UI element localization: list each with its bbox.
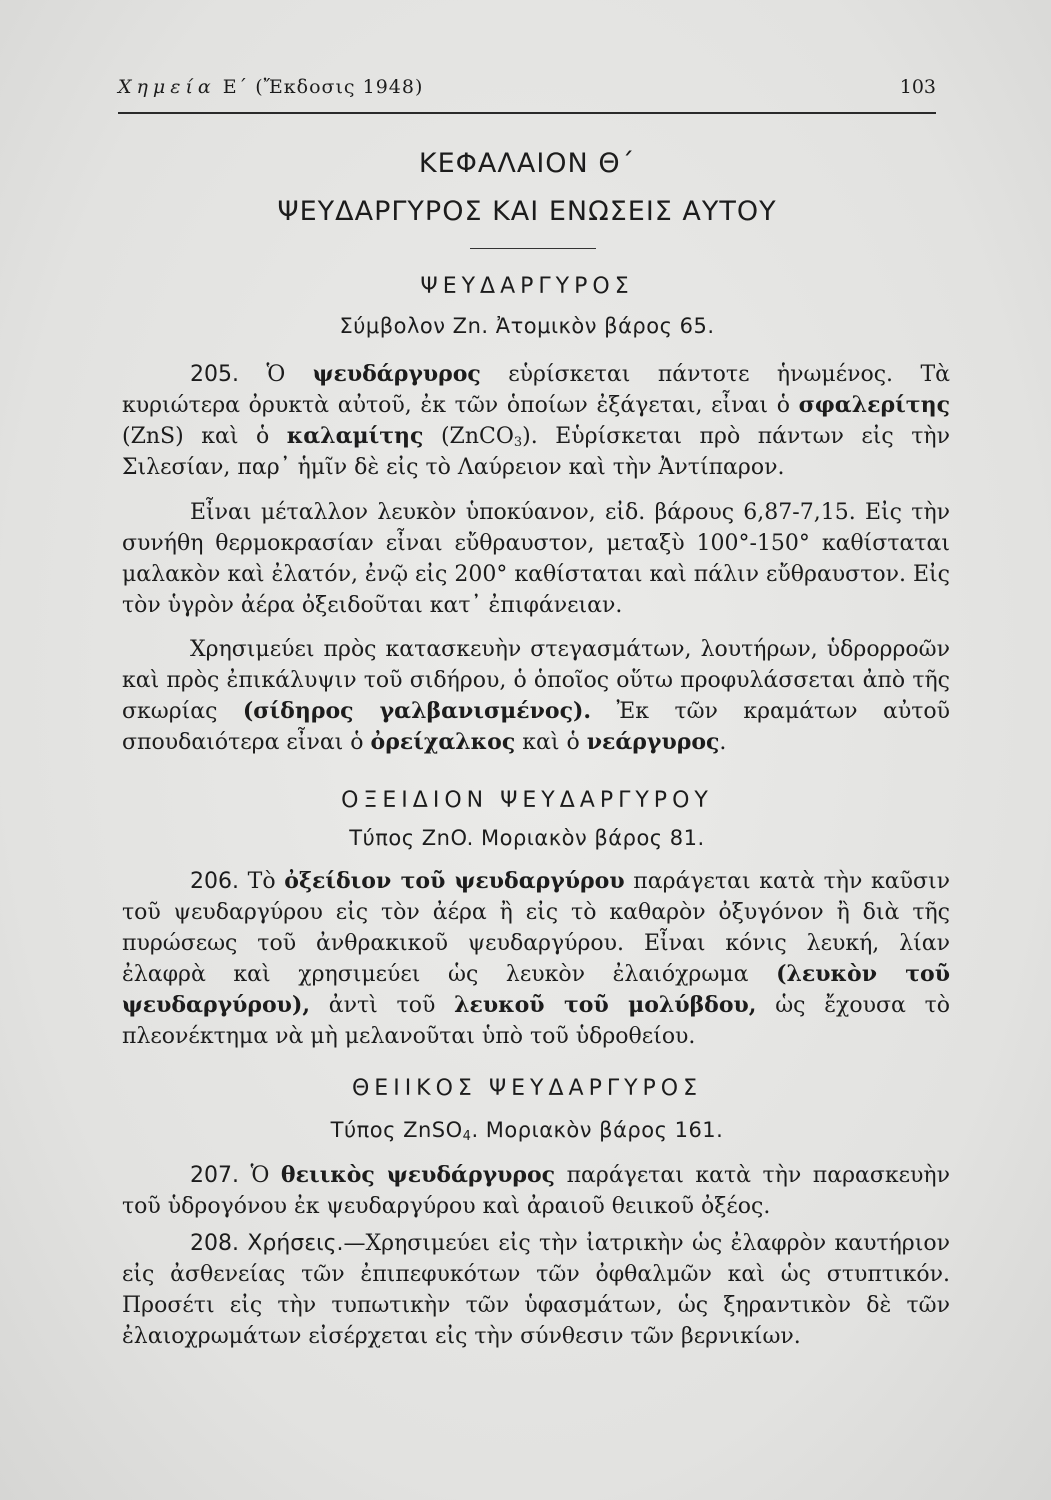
chapter-divider [470, 248, 596, 249]
section-subtitle-sulfate: Τύπος ZnSO$_4$. Μοριακὸν βάρος 161. [330, 1118, 724, 1144]
paragraph-205-uses: Χρησιμεύει πρὸς κατασκευὴν στεγασμάτων, λουτήρων, ὑδρορροῶν καὶ πρὸς ἐπικάλυψιν τοῦ σιδήρου, ὁ ὁποῖος οὕτω προφυλάσσεται ἀπὸ τῆς σκωρίας (σίδηρος γαλβανισμένος). Ἐκ τῶν κραμάτων αὐτοῦ σπουδαιότερα εἶναι ὁ ὀρείχαλκος καὶ ὁ νεάργυρος. [122, 637, 950, 755]
section-title-oxide: ΟΞΕΙΔΙΟΝ ΨΕΥΔΑΡΓΥΡΟΥ [341, 788, 713, 813]
paragraph-205: 205. Ὁ ψευδάργυρος εὑρίσκεται πάντοτε ἡνωμένος. Τὰ κυριώτερα ὀρυκτὰ αὐτοῦ, ἐκ τῶν ὁποίων ἐξάγεται, εἶναι ὁ σφαλερίτης (ZnS) καὶ ὁ καλαμίτης (ZnCO$_3$). Εὑρίσκεται πρὸ πάντων εἰς τὴν Σιλεσίαν, παρ᾽ ἡμῖν δὲ εἰς τὸ Λαύρειον καὶ τὴν Ἀντίπαρον. [122, 361, 950, 480]
chapter-label: ΚΕΦΑΛΑΙΟΝ Θ΄ [418, 148, 636, 179]
paragraph-205-properties: Εἶναι μέταλλον λευκὸν ὑποκύανον, εἰδ. βάρους 6,87-7,15. Εἰς τὴν συνήθη θερμοκρασίαν εἶναι εὔθραυστον, μεταξὺ 100°-150° καθίσταται μαλακὸν καὶ ἐλατόν, ἐνῷ εἰς 200° καθίσταται καὶ πάλιν εὔθραυστον. Εἰς τὸν ὑγρὸν ἀέρα ὀξειδοῦται κατ᾽ ἐπιφάνειαν. [122, 500, 950, 618]
section-subtitle-zinc: Σύμβολον Zn. Ἀτομικὸν βάρος 65. [339, 314, 715, 338]
running-header [118, 76, 936, 116]
paragraph-208: 208. Χρήσεις.—Χρησιμεύει εἰς τὴν ἰατρικὴν ὡς ἐλαφρὸν καυτήριον εἰς ἀσθενείας τῶν ἐπιπεφυκότων τῶν ὀφθαλμῶν καὶ ὡς στυπτικόν. Προσέτι εἰς τὴν τυπωτικὴν τῶν ὑφασμάτων, ὡς ξηραντικὸν δὲ τῶν ἐλαιοχρωμάτων εἰσέρχεται εἰς τὴν σύνθεσιν τῶν βερνικίων. [122, 1231, 950, 1349]
chapter-title: ΨΕΥΔΑΡΓΥΡΟΣ ΚΑΙ ΕΝΩΣΕΙΣ ΑΥΤΟΥ [277, 196, 777, 227]
paragraph-206: 206. Τὸ ὀξείδιον τοῦ ψευδαργύρου παράγεται κατὰ τὴν καῦσιν τοῦ ψευδαργύρου εἰς τὸν ἀέρα ἢ εἰς τὸ καθαρὸν ὀξυγόνον ἢ διὰ τῆς πυρώσεως τοῦ ἀνθρακικοῦ ψευδαργύρου. Εἶναι κόνις λευκή, λίαν ἐλαφρὰ καὶ χρησιμεύει ὡς λευκὸν ἐλαιόχρωμα (λευκὸν τοῦ ψευδαργύρου), ἀντὶ τοῦ λευκοῦ τοῦ μολύβδου, ὡς ἔχουσα τὸ πλεονέκτημα νὰ μὴ μελανοῦται ὑπὸ τοῦ ὑδροθείου. [122, 868, 951, 1049]
section-title-zinc: ΨΕΥΔΑΡΓΥΡΟΣ [420, 274, 634, 299]
section-subtitle-oxide: Τύπος ZnO. Μοριακὸν βάρος 81. [349, 826, 705, 850]
header-rule [118, 112, 936, 114]
header-title: Χημεία Ε΄ (Ἔκδοσις 1948) [118, 76, 424, 98]
section-title-sulfate: ΘΕΙΙΚΟΣ ΨΕΥΔΑΡΓΥΡΟΣ [351, 1076, 703, 1101]
page-number: 103 [899, 76, 936, 98]
paragraph-207: 207. Ὁ θειικὸς ψευδάργυρος παράγεται κατὰ τὴν παρασκευὴν τοῦ ὑδρογόνου ἐκ ψευδαργύρου καὶ ἀραιοῦ θειικοῦ ὀξέος. [122, 1162, 950, 1219]
